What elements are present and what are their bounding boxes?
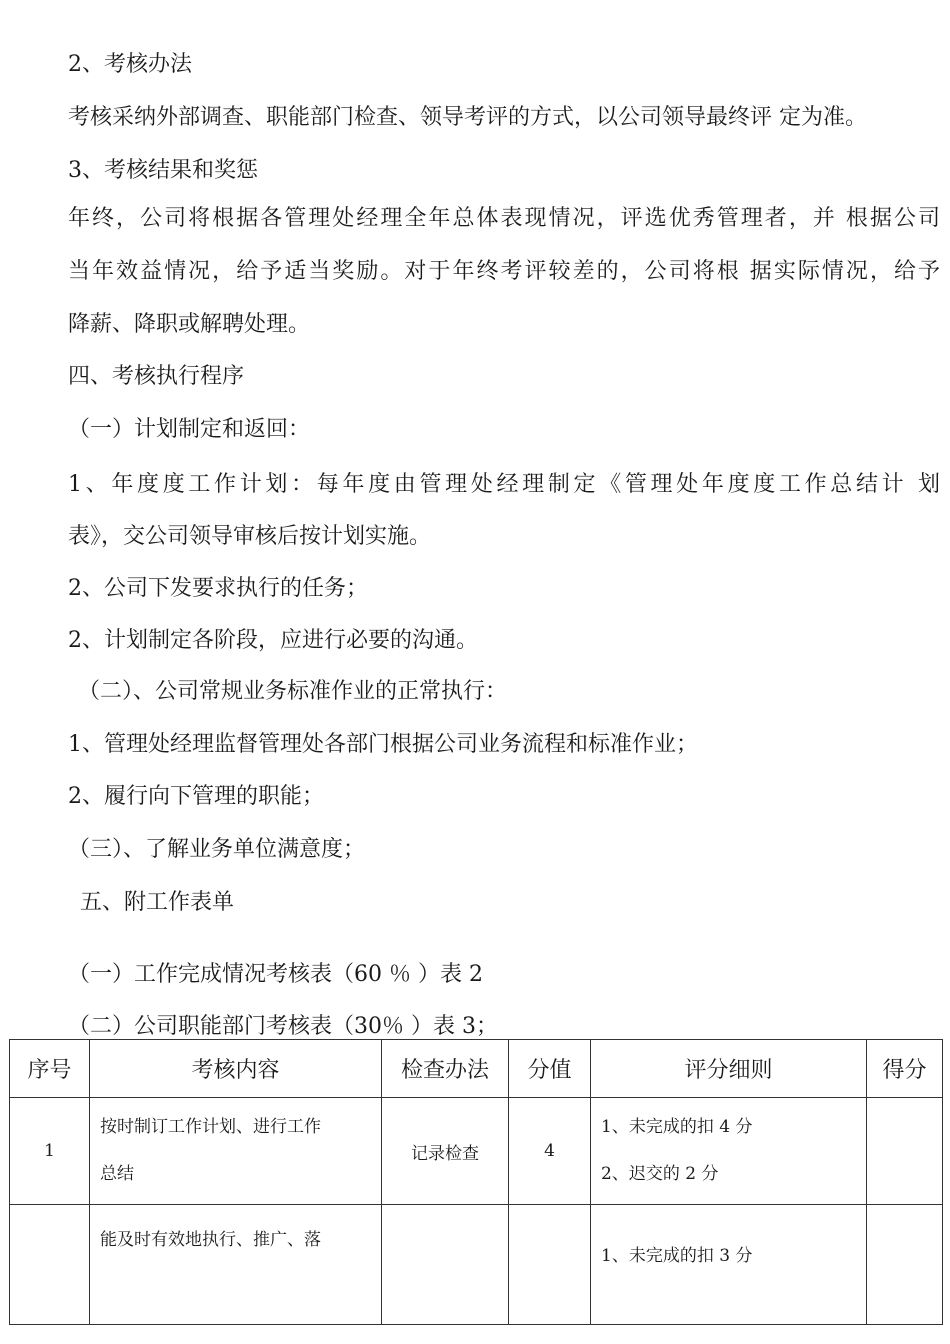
cell-content-line: 总结: [100, 1164, 134, 1184]
header-result: 得分: [867, 1040, 943, 1098]
cell-no: [10, 1205, 90, 1325]
section-heading-procedure: 四、考核执行程序: [68, 364, 245, 389]
cell-result: [867, 1098, 943, 1205]
cell-rules: [591, 1098, 867, 1205]
cell-rule-line: 1、未完成的扣 4 分: [601, 1117, 753, 1137]
cell-content: [90, 1098, 382, 1205]
paragraph-annual-plan-line-1: 1、年度度工作计划：每年度由管理处经理制定《管理处年度度工作总结计 划: [68, 472, 940, 497]
cell-rules: [591, 1205, 867, 1325]
paragraph-method: 考核采纳外部调查、职能部门检查、领导考评的方式，以公司领导最终评 定为准。: [68, 105, 867, 130]
cell-result: [867, 1205, 943, 1325]
list-item-tasks: 2、公司下发要求执行的任务；: [68, 576, 368, 601]
subheading-standard-work: （二）、公司常规业务标准作业的正常执行：: [78, 679, 508, 704]
assessment-table: [9, 1039, 943, 1325]
cell-rule-line: 2、迟交的 2 分: [601, 1164, 719, 1184]
paragraph-results-line-1: 年终，公司将根据各管理处经理全年总体表现情况，评选优秀管理者，并 根据公司: [68, 206, 940, 231]
header-no: 序号: [10, 1040, 90, 1098]
table-row: [10, 1098, 943, 1205]
paragraph-annual-plan-line-2: 表》，交公司领导审核后按计划实施。: [68, 524, 432, 549]
list-item-communication: 2、计划制定各阶段，应进行必要的沟通。: [68, 628, 478, 653]
paragraph-results-line-3: 降薪、降职或解聘处理。: [68, 312, 311, 337]
section-heading-method: 2、考核办法: [68, 52, 192, 77]
cell-score: [509, 1205, 591, 1325]
cell-content: [90, 1205, 382, 1325]
header-rules: 评分细则: [591, 1040, 867, 1098]
table-header-row: [10, 1040, 943, 1098]
subheading-plan: （一）计划制定和返回：: [68, 417, 311, 442]
subheading-satisfaction: （三）、了解业务单位满意度；: [68, 837, 366, 862]
cell-content-line: 按时制订工作计划、进行工作: [100, 1117, 321, 1137]
table-row: [10, 1205, 943, 1325]
section-heading-results: 3、考核结果和奖惩: [68, 158, 258, 183]
cell-score: 4: [509, 1098, 591, 1205]
cell-rule-line: 1、未完成的扣 3 分: [601, 1246, 753, 1266]
cell-content-line: 能及时有效地执行、推广、落: [100, 1230, 321, 1250]
cell-method: 记录检查: [382, 1098, 509, 1205]
cell-method: [382, 1205, 509, 1325]
section-heading-forms: 五、附工作表单: [80, 890, 235, 915]
list-item-duties: 2、履行向下管理的职能；: [68, 784, 324, 809]
header-score: 分值: [509, 1040, 591, 1098]
cell-no: 1: [10, 1098, 90, 1205]
header-method: 检查办法: [382, 1040, 509, 1098]
paragraph-results-line-2: 当年效益情况，给予适当奖励。对于年终考评较差的，公司将根 据实际情况，给予: [68, 259, 940, 284]
list-item-supervise: 1、管理处经理监督管理处各部门根据公司业务流程和标准作业；: [68, 732, 698, 757]
form-item-departments: （二）公司职能部门考核表（30％ ）表 3；: [68, 1014, 498, 1039]
header-content: 考核内容: [90, 1040, 382, 1098]
form-item-completion: （一）工作完成情况考核表（60 ％ ）表 2: [68, 962, 483, 987]
